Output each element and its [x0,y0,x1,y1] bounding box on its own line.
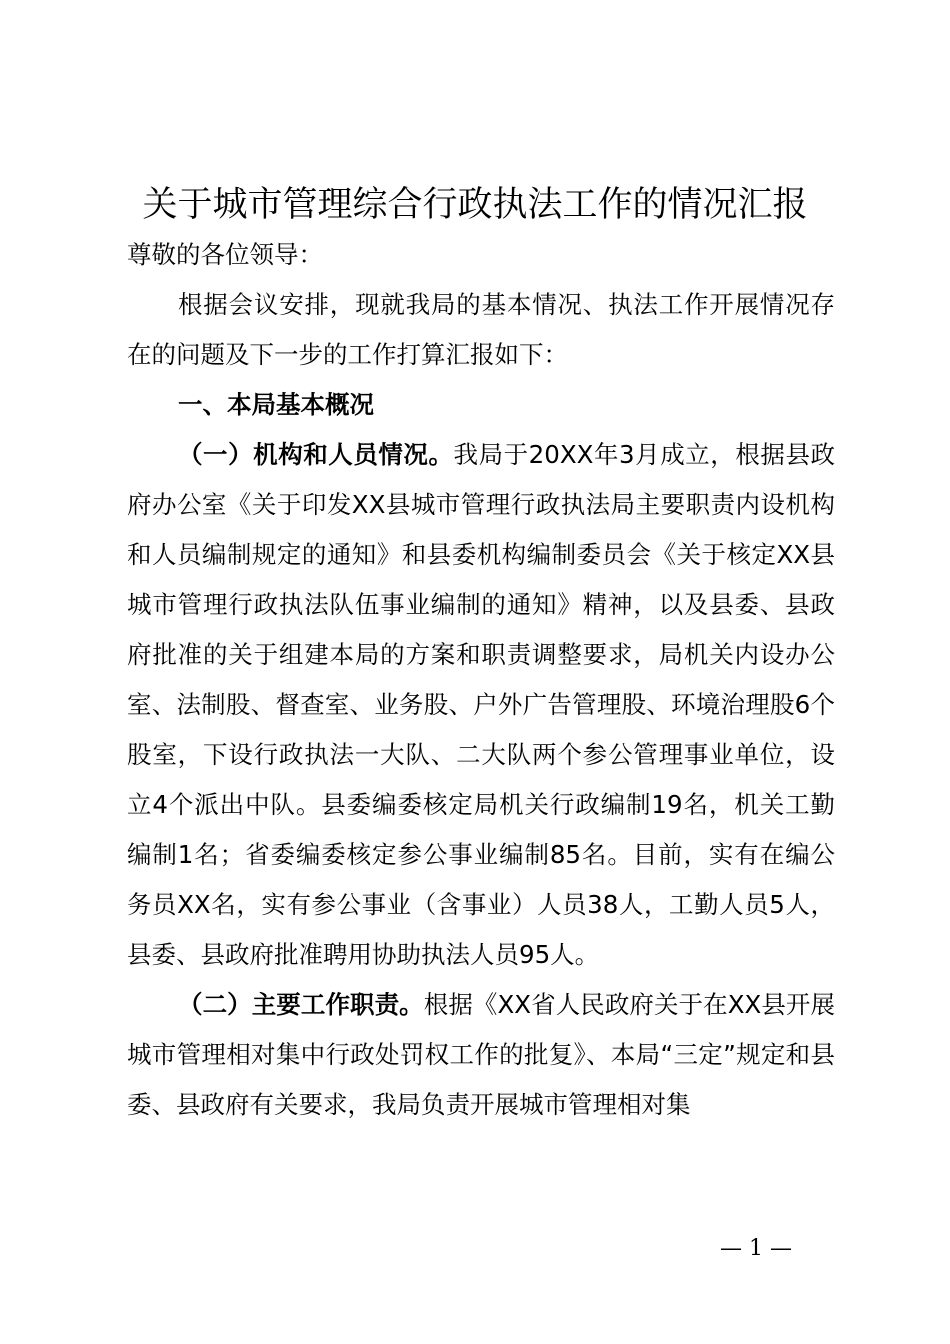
subsection-1-text: 我局于20XX年3月成立，根据县政府办公室《关于印发XX县城市管理行政执法局主要职责内设机构和人员编制规定的通知》和县委机构编制委员会《关于核定XX县城市管理行政执法队伍事业编制的通知》精神，以及县委、县政府批准的关于组建本局的方案和职责调整要求，局机关内设办公室、法制股、督查室、业务股、户外广告管理股、环境治理股6个股室，下设行政执法一大队、二大队两个参公管理事业单位，设立4个派出中队。县委编委核定局机关行政编制19名，机关工勤编制1名；省委编委核定参公事业编制85名。目前，实有在编公务员XX名，实有参公事业（含事业）人员38人，工勤人员5人，县委、县政府批准聘用协助执法人员95人。 [127,440,835,969]
intro-paragraph: 根据会议安排，现就我局的基本情况、执法工作开展情况存在的问题及下一步的工作打算汇报如下： [127,290,835,369]
document-title: 关于城市管理综合行政执法工作的情况汇报 [142,185,808,225]
page-number: — 1 — [720,1236,792,1261]
subsection-2-paragraph [127,980,835,1130]
section-heading-1: 一、本局基本概况 [178,390,374,419]
salutation: 尊敬的各位领导： [127,240,323,269]
subsection-2-text: 根据《XX省人民政府关于在XX县开展城市管理相对集中行政处罚权工作的批复》、本局“三定”规定和县委、县政府有关要求，我局负责开展城市管理相对集 [127,990,835,1119]
subsection-1-paragraph [127,430,835,980]
subsection-1-lead: （一）机构和人员情况。 [178,440,454,469]
document-body [127,230,835,1130]
subsection-2-lead: （二）主要工作职责。 [178,990,424,1019]
